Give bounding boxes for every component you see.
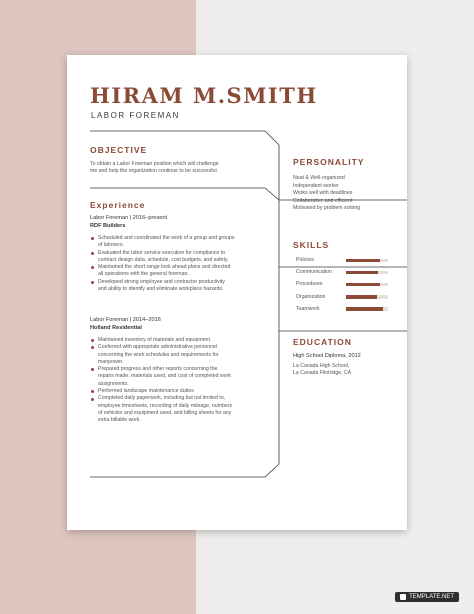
job-1-company: RDF Builders (90, 223, 126, 229)
list-item: concerning the work schedules and requirements for (98, 351, 219, 358)
skill-bar (346, 283, 388, 287)
skill-row (293, 294, 393, 306)
list-item: Neat & Well-organized (293, 175, 345, 181)
job-1-bullets (90, 235, 234, 293)
skill-fill (346, 283, 380, 287)
skill-bar (346, 307, 388, 311)
objective-line-2: me and help the organization continue to be successful. (90, 168, 219, 174)
list-item: Developed strong employee and contractor productivity (90, 279, 234, 286)
list-item: Independent worker (293, 182, 339, 189)
list-item: manpower. (98, 358, 124, 365)
skill-label: Procedures (296, 281, 323, 288)
job-2-title: Labor Foreman | 2014–2016 (90, 317, 161, 323)
skill-label: Teamwork (296, 305, 320, 312)
resume-sheet (67, 55, 407, 530)
list-item: Motivated by problem solving (293, 205, 361, 212)
job-2-company: Holland Residential (90, 325, 142, 331)
candidate-role: LABOR FOREMAN (91, 111, 180, 120)
skill-bar (346, 271, 388, 275)
template-logo-icon (400, 594, 406, 600)
list-item: Completed daily paperwork, including but not limited to, (90, 395, 232, 402)
personality-heading: PERSONALITY (293, 157, 365, 167)
list-item: Maintained inventory of materials and equipment. (90, 337, 232, 344)
list-item: of vehicles and equipment used, and billing sheets for any (98, 409, 232, 416)
skill-row (293, 306, 393, 318)
list-item: all operations with the general foreman. (98, 271, 189, 278)
list-item: contract design data, schedule, cost budgets, and safety. (98, 256, 229, 263)
skill-bar (346, 295, 388, 299)
list-item: employee timesheets, recording of daily mileage, numbers (98, 402, 233, 409)
watermark-text: TEMPLATE.NET (409, 594, 454, 600)
list-item: Maintained the short range look ahead plans and directed (90, 264, 234, 271)
skill-label: Organization (296, 293, 326, 300)
skill-fill (346, 259, 380, 263)
list-item: Conferred with appropriate administrative personnel (90, 344, 232, 351)
skill-label: Communication (296, 269, 333, 276)
list-item: Collaborative and efficient (293, 197, 353, 204)
list-item: Scheduled and coordinated the work of a group and groups (90, 235, 234, 242)
job-1-title: Labor Foreman | 2016–present (90, 215, 168, 221)
list-item: Prepared progress and other reports concerning the (90, 366, 232, 373)
objective-heading: OBJECTIVE (90, 145, 148, 155)
skills-list (293, 257, 393, 318)
list-item: assignments. (98, 380, 129, 387)
skill-label: Policies (296, 257, 314, 263)
objective-line-1: To obtain a Labor Foreman position which will challenge (90, 161, 219, 167)
education-degree: High School Diploma, 2012 (293, 353, 361, 359)
list-item: extra billable work. (98, 417, 141, 424)
skill-row (293, 257, 393, 269)
skill-row (293, 269, 393, 281)
list-item: and ability to identify and eliminate workplace hazards. (98, 286, 224, 293)
list-item: repairs made, materials used, and cost of completed work (98, 373, 231, 380)
skill-fill (346, 295, 377, 299)
skill-fill (346, 271, 378, 275)
template-watermark (395, 592, 459, 602)
education-school: La Canada High School, (293, 363, 350, 369)
experience-heading: Experience (90, 200, 146, 210)
skills-heading: SKILLS (293, 240, 330, 250)
skill-bar (346, 259, 388, 263)
skill-row (293, 281, 393, 293)
list-item: Evaluated the labor service execution for compliance to (90, 250, 234, 257)
education-location: La Canada Flintridge, CA (293, 370, 352, 376)
candidate-name: HIRAM M.SMITH (90, 83, 318, 108)
job-2-bullets (90, 337, 232, 425)
list-item: Performed landscape maintenance duties (90, 388, 232, 395)
education-heading: EDUCATION (293, 337, 352, 347)
personality-list (293, 175, 360, 213)
list-item: Works well with deadlines (293, 190, 353, 197)
list-item: of laborers. (98, 242, 124, 249)
skill-fill (346, 307, 383, 311)
